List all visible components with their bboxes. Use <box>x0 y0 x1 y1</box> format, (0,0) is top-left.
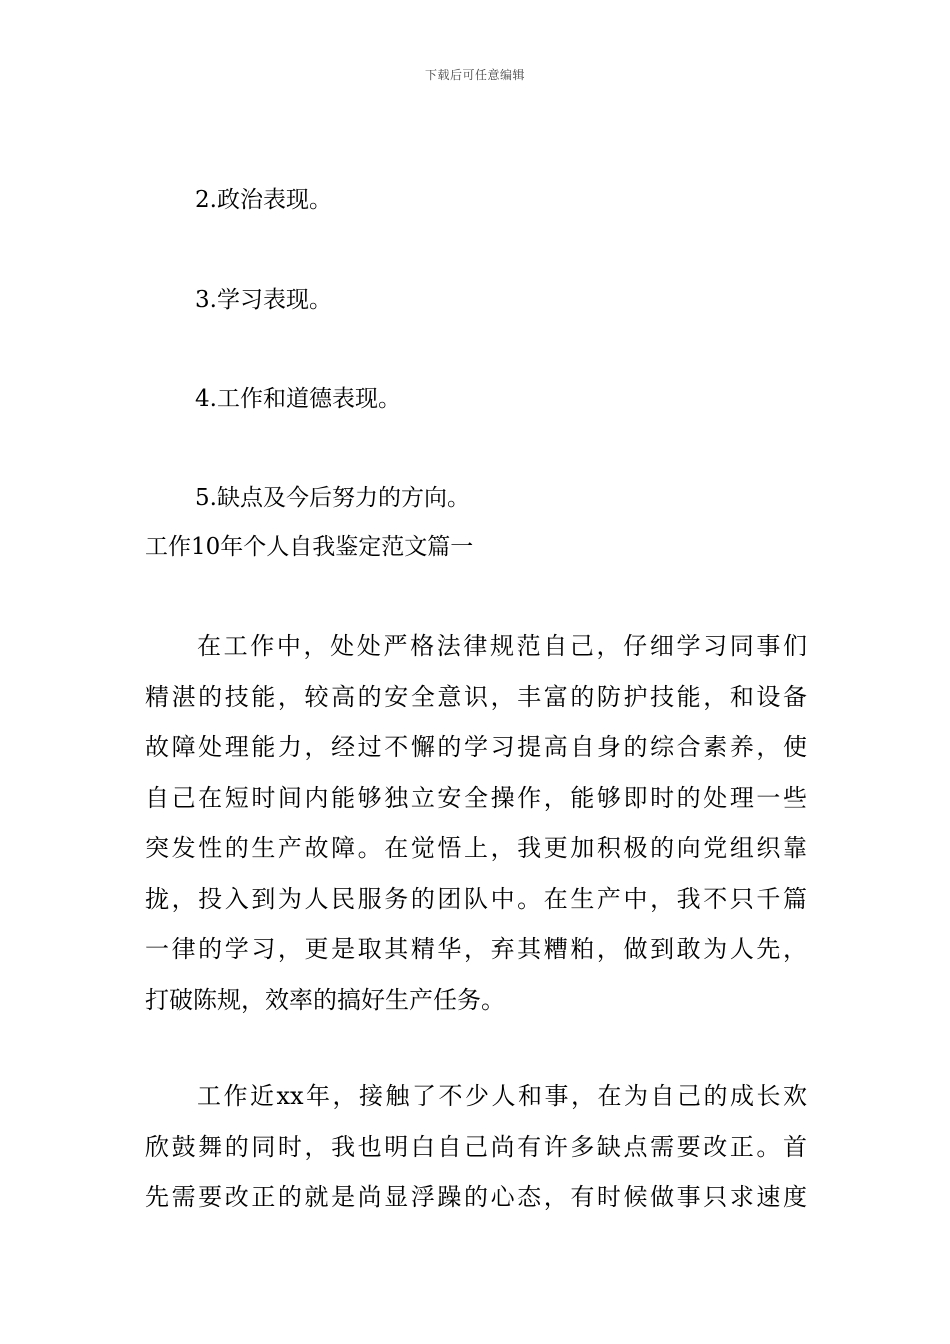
list-item: 2.政治表现。 <box>195 187 332 213</box>
paragraph-line: 在工作中，处处严格法律规范自己，仔细学习同事们 <box>197 632 807 660</box>
list-item: 4.工作和道德表现。 <box>195 386 401 412</box>
section-title: 工作10年个人自我鉴定范文篇一 <box>145 534 474 560</box>
paragraph-line: 工作近xx年，接触了不少人和事，在为自己的成长欢 <box>197 1082 807 1110</box>
paragraph-line: 突发性的生产故障。在觉悟上，我更加积极的向党组织靠 <box>145 834 807 862</box>
page-header-note: 下载后可任意编辑 <box>424 68 525 82</box>
paragraph-line: 故障处理能力，经过不懈的学习提高自身的综合素养，使 <box>145 733 807 761</box>
paragraph-line: 拢，投入到为人民服务的团队中。在生产中，我不只千篇 <box>145 884 807 913</box>
body-paragraph <box>145 621 807 1025</box>
list-item: 3.学习表现。 <box>195 287 332 313</box>
paragraph-line: 先需要改正的就是尚显浮躁的心态，有时候做事只求速度 <box>145 1183 807 1211</box>
paragraph-line: 精湛的技能，较高的安全意识，丰富的防护技能，和设备 <box>145 682 807 711</box>
paragraph-line: 欣鼓舞的同时，我也明白自己尚有许多缺点需要改正。首 <box>145 1132 807 1161</box>
paragraph-line: 自己在短时间内能够独立安全操作，能够即时的处理一些 <box>145 783 807 812</box>
list-item: 5.缺点及今后努力的方向。 <box>195 485 470 511</box>
paragraph-line: 打破陈规，效率的搞好生产任务。 <box>145 985 505 1014</box>
body-paragraph <box>145 1071 807 1223</box>
paragraph-line: 一律的学习，更是取其精华，弃其糟粕，做到敢为人先， <box>145 935 807 963</box>
